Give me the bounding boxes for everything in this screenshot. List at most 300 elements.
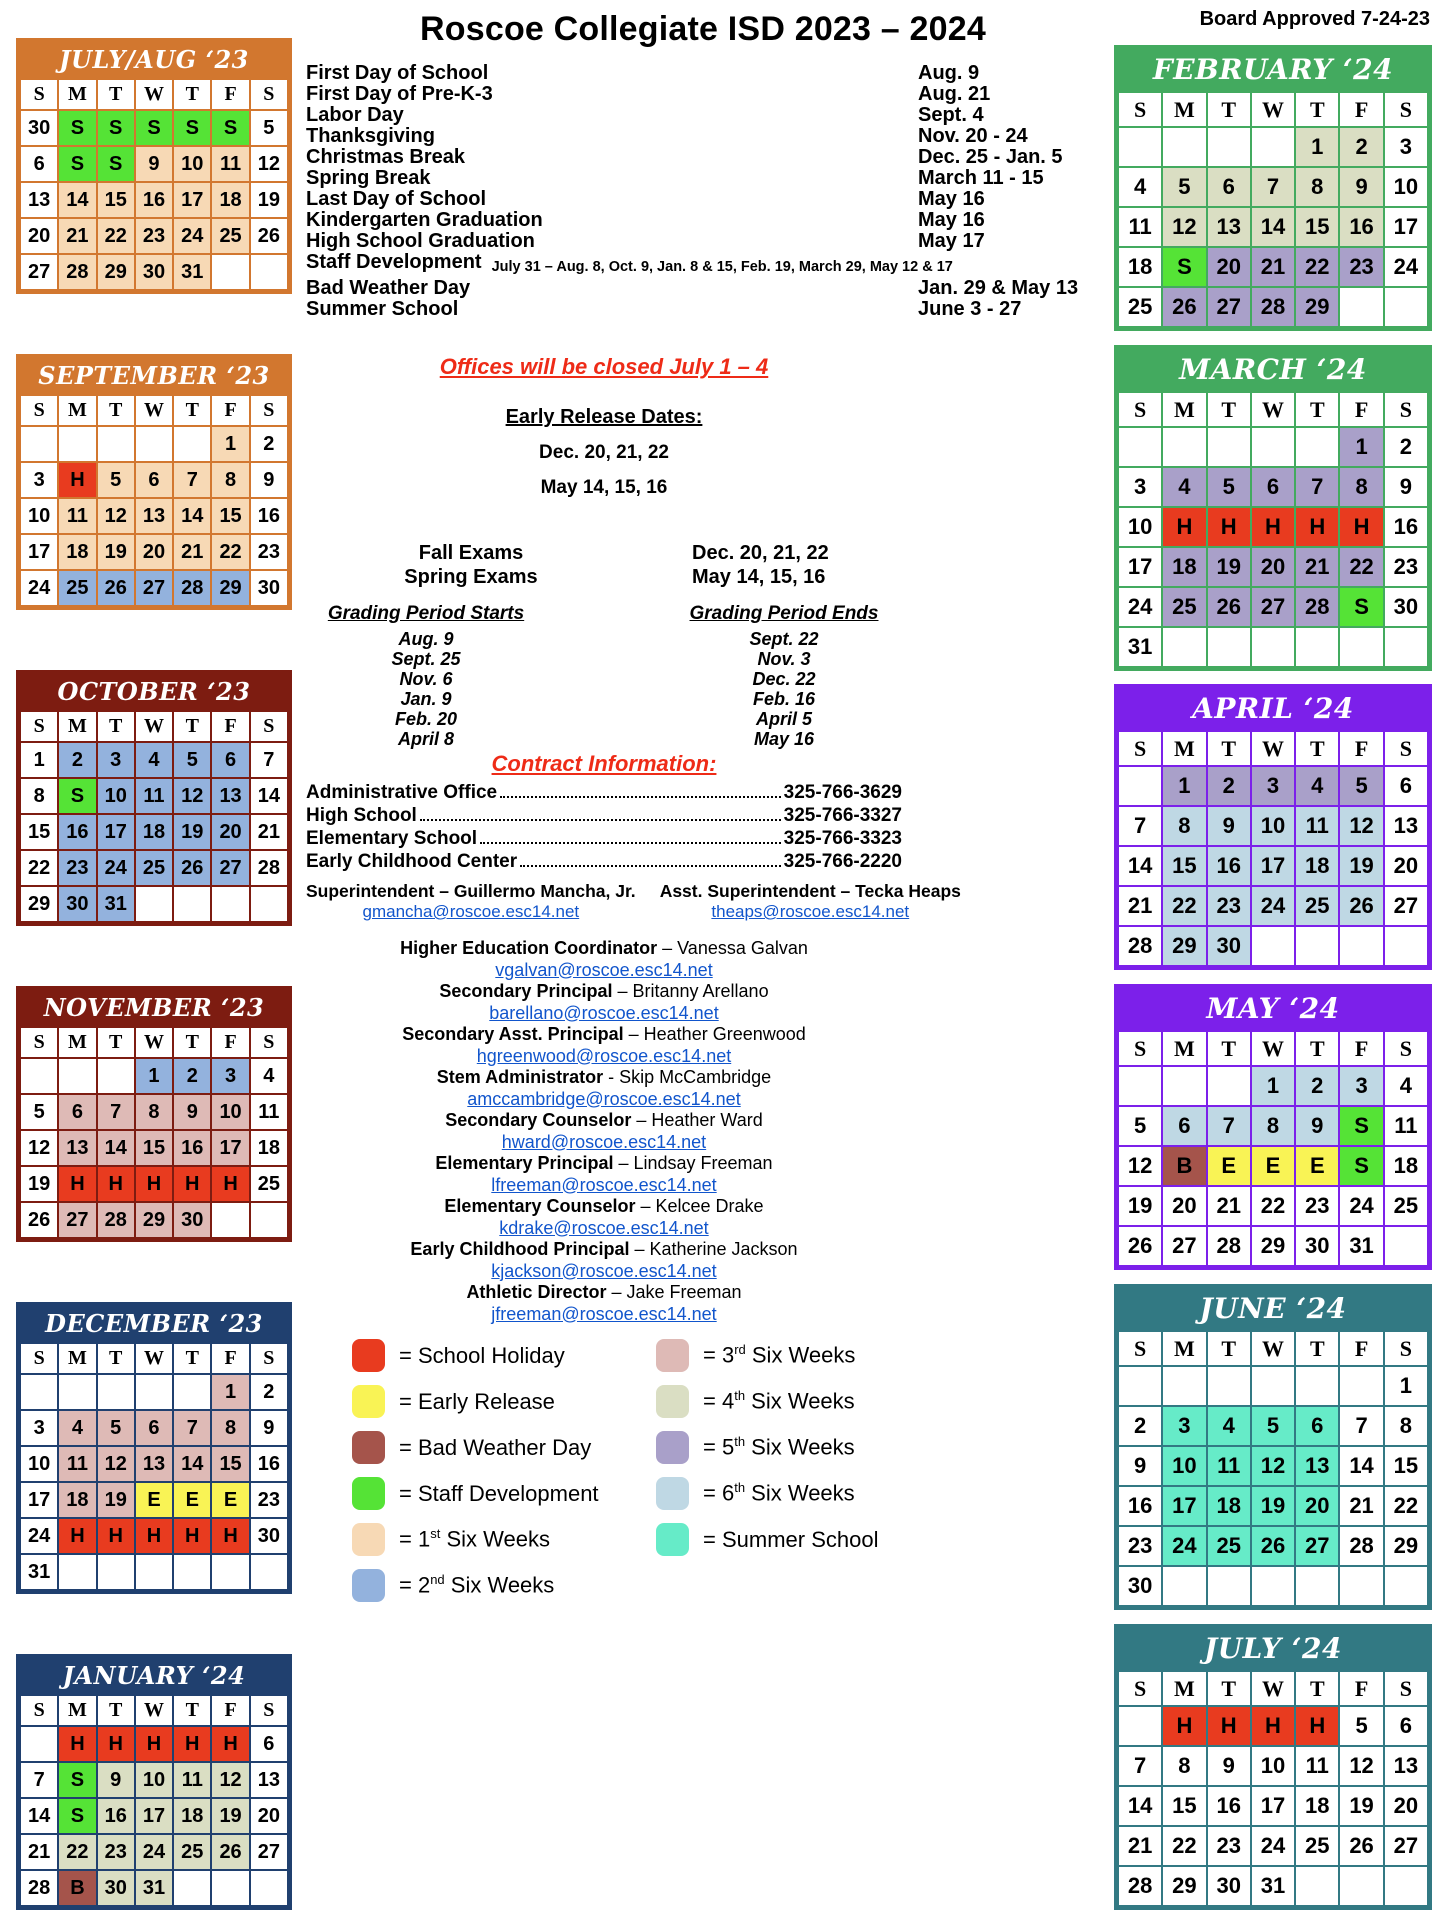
day-cell: 14 — [1119, 1787, 1161, 1825]
weekday-header: M — [59, 1028, 95, 1057]
day-cell: 18 — [1296, 847, 1338, 885]
day-cell — [212, 1555, 248, 1589]
contact-label: High School — [306, 805, 417, 826]
day-cell: 24 — [1340, 1187, 1382, 1225]
day-cell — [59, 1375, 95, 1409]
day-cell: 26 — [1340, 887, 1382, 925]
contact-phone-row — [306, 850, 902, 873]
day-cell: 6 — [1385, 1707, 1427, 1745]
day-cell — [1340, 1367, 1382, 1405]
day-cell — [1385, 628, 1427, 666]
day-cell: 10 — [1163, 1447, 1205, 1485]
legend-item-early-release — [352, 1385, 604, 1418]
weekday-header: T — [1208, 393, 1250, 426]
early-release-block — [306, 406, 902, 499]
legend-label: = Staff Development — [399, 1480, 599, 1506]
day-cell: 13 — [21, 183, 57, 217]
weekday-header: T — [1208, 1032, 1250, 1065]
weekday-header: W — [1252, 93, 1294, 126]
legend-label-pre: = 2 — [399, 1572, 431, 1598]
day-cell: S — [59, 779, 95, 813]
month-calendar-may-24 — [1114, 984, 1432, 1270]
day-cell — [1208, 1567, 1250, 1605]
day-cell: 12 — [174, 779, 210, 813]
staff-email-link[interactable]: vgalvan@roscoe.esc14.net — [495, 959, 713, 980]
day-cell: 25 — [1296, 887, 1338, 925]
weekday-header: S — [251, 1344, 287, 1373]
weekday-header: W — [1252, 1332, 1294, 1365]
grading-ends-column — [546, 603, 902, 749]
day-cell: 19 — [1340, 1787, 1382, 1825]
month-grid — [19, 1026, 289, 1239]
legend-label-pre: = 6 — [703, 1480, 735, 1506]
weekday-header: T — [174, 396, 210, 425]
staff-entry — [306, 1196, 902, 1218]
day-cell: 16 — [1340, 208, 1382, 246]
day-cell: 2 — [1296, 1067, 1338, 1105]
day-cell: 28 — [21, 1871, 57, 1905]
day-cell: 19 — [251, 183, 287, 217]
day-cell: E — [174, 1483, 210, 1517]
day-cell: 14 — [174, 1447, 210, 1481]
day-cell: 25 — [1163, 588, 1205, 626]
day-cell: 20 — [21, 219, 57, 253]
grading-starts-column — [306, 603, 546, 749]
day-cell: 19 — [1119, 1187, 1161, 1225]
day-cell: 26 — [1208, 588, 1250, 626]
staff-email-link[interactable]: hgreenwood@roscoe.esc14.net — [476, 1045, 732, 1066]
grading-date: May 16 — [753, 729, 815, 749]
weekday-header: M — [1163, 1332, 1205, 1365]
day-cell — [1163, 628, 1205, 666]
day-cell: H — [1340, 508, 1382, 546]
exam-label: Spring Exams — [404, 566, 538, 588]
day-cell: B — [59, 1871, 95, 1905]
day-cell: 17 — [98, 815, 134, 849]
day-cell: 18 — [1385, 1147, 1427, 1185]
day-cell: 13 — [1296, 1447, 1338, 1485]
day-cell: H — [98, 1727, 134, 1761]
staff-name: Skip McCambridge — [619, 1067, 772, 1087]
day-cell: 2 — [59, 743, 95, 777]
legend-item — [656, 1385, 902, 1418]
key-dates-list — [306, 63, 1100, 320]
day-cell: 11 — [136, 779, 172, 813]
legend-left-column — [306, 1339, 604, 1615]
day-cell: 28 — [1296, 588, 1338, 626]
separator: – — [606, 1282, 627, 1302]
day-cell — [1385, 288, 1427, 326]
weekday-header: T — [98, 712, 134, 741]
day-cell — [1208, 628, 1250, 666]
month-calendar-july-24 — [1114, 1624, 1432, 1910]
day-cell: 25 — [59, 571, 95, 605]
day-cell: 1 — [212, 427, 248, 461]
legend-swatch — [352, 1477, 385, 1510]
contact-label: Elementary School — [306, 828, 478, 849]
day-cell: 27 — [1208, 288, 1250, 326]
day-cell: 6 — [1163, 1107, 1205, 1145]
day-cell — [1119, 428, 1161, 466]
weekday-header: W — [136, 396, 172, 425]
day-cell: 1 — [212, 1375, 248, 1409]
day-cell — [1385, 927, 1427, 965]
legend-label-post: Six Weeks — [745, 1434, 855, 1460]
day-cell: 24 — [21, 571, 57, 605]
day-cell — [1119, 1067, 1161, 1105]
day-cell: 12 — [251, 147, 287, 181]
contact-phone-number: 325-766-3323 — [783, 828, 902, 849]
weekday-header: F — [212, 80, 248, 109]
month-calendar-july-aug-23 — [16, 38, 292, 294]
weekday-header: W — [1252, 1032, 1294, 1065]
day-cell: 3 — [1340, 1067, 1382, 1105]
day-cell: 4 — [59, 1411, 95, 1445]
day-cell: 19 — [212, 1799, 248, 1833]
day-cell: 11 — [1385, 1107, 1427, 1145]
day-cell: 14 — [174, 499, 210, 533]
key-date-label: First Day of School — [306, 62, 489, 84]
day-cell: 6 — [251, 1727, 287, 1761]
day-cell: 21 — [21, 1835, 57, 1869]
day-cell: H — [1296, 508, 1338, 546]
day-cell: 30 — [1208, 927, 1250, 965]
day-cell: 10 — [1252, 807, 1294, 845]
day-cell: 19 — [1252, 1487, 1294, 1525]
month-title: OCTOBER ‘23 — [19, 673, 289, 710]
day-cell: 22 — [1296, 248, 1338, 286]
day-cell: H — [1163, 508, 1205, 546]
key-date-value: May 17 — [918, 230, 985, 252]
weekday-header: T — [98, 1696, 134, 1725]
day-cell: 14 — [251, 779, 287, 813]
day-cell: S — [59, 1799, 95, 1833]
day-cell: B — [1163, 1147, 1205, 1185]
day-cell: 6 — [21, 147, 57, 181]
day-cell: 14 — [98, 1131, 134, 1165]
day-cell: S — [136, 111, 172, 145]
dotted-leader — [480, 842, 781, 844]
day-cell — [1296, 628, 1338, 666]
day-cell: E — [212, 1483, 248, 1517]
day-cell: 24 — [1163, 1527, 1205, 1565]
day-cell: 13 — [1385, 807, 1427, 845]
legend-item-school-holiday — [352, 1339, 604, 1372]
staff-role: Elementary Counselor — [444, 1196, 636, 1216]
day-cell: 18 — [59, 535, 95, 569]
staff-email-row — [306, 1132, 902, 1154]
day-cell: 13 — [1385, 1747, 1427, 1785]
key-date-value: June 3 - 27 — [918, 298, 1022, 320]
weekday-header: S — [251, 1028, 287, 1057]
month-grid — [1117, 391, 1429, 668]
day-cell: 7 — [21, 1763, 57, 1797]
month-grid — [19, 394, 289, 607]
day-cell — [174, 1555, 210, 1589]
day-cell: 7 — [1208, 1107, 1250, 1145]
day-cell: 7 — [1119, 807, 1161, 845]
day-cell: 7 — [174, 1411, 210, 1445]
contact-phone-row — [306, 781, 902, 804]
day-cell: 26 — [98, 571, 134, 605]
day-cell: 10 — [1119, 508, 1161, 546]
staff-entry — [306, 1282, 902, 1304]
key-date-value: Sept. 4 — [918, 104, 984, 126]
staff-name: Kelcee Drake — [655, 1196, 764, 1216]
month-title: APRIL ‘24 — [1117, 687, 1429, 730]
day-cell: 15 — [1163, 1787, 1205, 1825]
grading-ends-heading: Grading Period Ends — [689, 603, 879, 624]
day-cell: 7 — [98, 1095, 134, 1129]
staff-email-link[interactable]: lfreeman@roscoe.esc14.net — [491, 1174, 717, 1195]
staff-email-link[interactable]: hward@roscoe.esc14.net — [501, 1131, 707, 1152]
staff-email-link[interactable]: barellano@roscoe.esc14.net — [489, 1002, 719, 1023]
staff-role: Higher Education Coordinator — [400, 938, 658, 958]
staff-role: Secondary Asst. Principal — [402, 1024, 624, 1044]
day-cell: 31 — [1119, 628, 1161, 666]
day-cell: 7 — [1252, 168, 1294, 206]
weekday-header: W — [1252, 393, 1294, 426]
day-cell — [1296, 1867, 1338, 1905]
day-cell — [1208, 1067, 1250, 1105]
day-cell — [1119, 767, 1161, 805]
administration-block — [306, 881, 961, 922]
day-cell: 20 — [136, 535, 172, 569]
separator: – — [635, 1196, 656, 1216]
day-cell: 9 — [1296, 1107, 1338, 1145]
day-cell: 4 — [1208, 1407, 1250, 1445]
day-cell: 14 — [1252, 208, 1294, 246]
day-cell — [1340, 1567, 1382, 1605]
color-legend — [306, 1339, 902, 1615]
day-cell: 6 — [1208, 168, 1250, 206]
day-cell: 19 — [21, 1167, 57, 1201]
day-cell: S — [59, 1763, 95, 1797]
weekday-header: T — [98, 396, 134, 425]
weekday-header: W — [136, 1696, 172, 1725]
day-cell — [1385, 1227, 1427, 1265]
staff-email-link[interactable]: kjackson@roscoe.esc14.net — [491, 1260, 717, 1281]
role-label: Superintendent — [306, 881, 435, 901]
day-cell: 6 — [1252, 468, 1294, 506]
day-cell: 31 — [1340, 1227, 1382, 1265]
center-inner — [306, 354, 961, 1615]
day-cell: H — [98, 1519, 134, 1553]
staff-role: Secondary Principal — [439, 981, 613, 1001]
offices-closed-notice: Offices will be closed July 1 – 4 — [439, 354, 769, 379]
legend-swatch — [656, 1477, 689, 1510]
grading-date: Feb. 20 — [394, 709, 458, 729]
weekday-header: S — [1385, 393, 1427, 426]
day-cell: 20 — [251, 1799, 287, 1833]
day-cell: 16 — [136, 183, 172, 217]
day-cell: S — [1163, 248, 1205, 286]
day-cell: 29 — [21, 887, 57, 921]
month-grid — [1117, 730, 1429, 967]
day-cell — [1163, 1367, 1205, 1405]
day-cell: 16 — [251, 499, 287, 533]
day-cell — [1296, 1567, 1338, 1605]
day-cell: 23 — [1340, 248, 1382, 286]
day-cell: 22 — [1340, 548, 1382, 586]
grading-date: Jan. 9 — [400, 689, 452, 709]
weekday-header: S — [21, 1028, 57, 1057]
day-cell: H — [136, 1727, 172, 1761]
weekday-header: S — [1119, 732, 1161, 765]
day-cell: 21 — [1119, 1827, 1161, 1865]
legend-swatch — [352, 1339, 385, 1372]
day-cell: 14 — [21, 1799, 57, 1833]
day-cell: 26 — [251, 219, 287, 253]
day-cell: 28 — [251, 851, 287, 885]
day-cell: S — [98, 111, 134, 145]
day-cell: 23 — [1208, 887, 1250, 925]
asst-superintendent-email-link[interactable]: theaps@roscoe.esc14.net — [711, 902, 910, 921]
day-cell: 13 — [136, 499, 172, 533]
day-cell: H — [212, 1519, 248, 1553]
separator: – — [835, 881, 856, 901]
day-cell: 2 — [174, 1059, 210, 1093]
day-cell: S — [59, 147, 95, 181]
day-cell: 16 — [1119, 1487, 1161, 1525]
day-cell: 29 — [1385, 1527, 1427, 1565]
day-cell: 14 — [59, 183, 95, 217]
weekday-header: F — [1340, 1332, 1382, 1365]
day-cell: 4 — [136, 743, 172, 777]
legend-swatch — [352, 1385, 385, 1418]
weekday-header: T — [98, 80, 134, 109]
early-release-date: Dec. 20, 21, 22 — [539, 442, 669, 463]
key-date-value: May 16 — [918, 188, 985, 210]
day-cell: 2 — [1119, 1407, 1161, 1445]
day-cell: 5 — [1340, 767, 1382, 805]
day-cell: 1 — [136, 1059, 172, 1093]
day-cell: 19 — [174, 815, 210, 849]
legend-item-summer-school — [656, 1523, 902, 1556]
day-cell: 4 — [1296, 767, 1338, 805]
grading-starts-heading: Grading Period Starts — [327, 603, 525, 624]
day-cell: 25 — [136, 851, 172, 885]
ordinal-suffix: rd — [734, 1342, 746, 1358]
day-cell — [21, 1375, 57, 1409]
contact-phone-row — [306, 804, 902, 827]
day-cell — [1208, 128, 1250, 166]
day-cell: 23 — [59, 851, 95, 885]
weekday-header: F — [212, 1696, 248, 1725]
weekday-header: W — [136, 1028, 172, 1057]
month-calendar-december-23 — [16, 1302, 292, 1594]
month-title: JUNE ‘24 — [1117, 1287, 1429, 1330]
superintendent-email-link[interactable]: gmancha@roscoe.esc14.net — [362, 902, 580, 921]
weekday-header: T — [1208, 1332, 1250, 1365]
person-name: Guillermo Mancha, Jr. — [453, 881, 636, 901]
day-cell: 30 — [21, 111, 57, 145]
day-cell: 24 — [174, 219, 210, 253]
day-cell: 25 — [1385, 1187, 1427, 1225]
day-cell: 19 — [98, 535, 134, 569]
day-cell: 27 — [212, 851, 248, 885]
day-cell: 19 — [98, 1483, 134, 1517]
day-cell: 1 — [1385, 1367, 1427, 1405]
grading-date: Feb. 16 — [752, 689, 816, 709]
day-cell: 24 — [1252, 1827, 1294, 1865]
day-cell: 11 — [1296, 807, 1338, 845]
day-cell: 9 — [1119, 1447, 1161, 1485]
legend-label-pre: = 5 — [703, 1434, 735, 1460]
day-cell: 2 — [251, 1375, 287, 1409]
day-cell — [251, 1203, 287, 1237]
day-cell: 15 — [212, 1447, 248, 1481]
month-title: JULY/AUG ‘23 — [19, 41, 289, 78]
day-cell: 5 — [1163, 168, 1205, 206]
day-cell — [136, 887, 172, 921]
staff-email-link[interactable]: jfreeman@roscoe.esc14.net — [491, 1303, 717, 1324]
month-calendar-february-24 — [1114, 45, 1432, 331]
grading-date: Sept. 22 — [749, 629, 819, 649]
day-cell: 1 — [1163, 767, 1205, 805]
day-cell: 18 — [212, 183, 248, 217]
weekday-header: M — [59, 80, 95, 109]
day-cell: 11 — [212, 147, 248, 181]
day-cell: 7 — [251, 743, 287, 777]
day-cell: 5 — [21, 1095, 57, 1129]
legend-label-post: Six Weeks — [745, 1342, 856, 1368]
day-cell: 16 — [1385, 508, 1427, 546]
day-cell: 3 — [21, 1411, 57, 1445]
day-cell: 10 — [98, 779, 134, 813]
staff-email-link[interactable]: amccambridge@roscoe.esc14.net — [467, 1088, 741, 1109]
key-date-value: March 11 - 15 — [918, 167, 1044, 189]
right-calendar-column — [1114, 6, 1432, 1910]
day-cell: 16 — [1208, 1787, 1250, 1825]
staff-email-link[interactable]: kdrake@roscoe.esc14.net — [499, 1217, 709, 1238]
superintendent-block — [306, 881, 636, 922]
day-cell: 29 — [136, 1203, 172, 1237]
weekday-header: M — [1163, 1672, 1205, 1705]
dotted-leader — [500, 796, 781, 798]
day-cell — [1296, 927, 1338, 965]
day-cell: 21 — [1340, 1487, 1382, 1525]
day-cell: 21 — [1252, 248, 1294, 286]
legend-item-staff-development — [352, 1477, 604, 1510]
day-cell: 21 — [59, 219, 95, 253]
day-cell: 13 — [1208, 208, 1250, 246]
grading-date: Nov. 3 — [757, 649, 811, 669]
month-title: DECEMBER ‘23 — [19, 1305, 289, 1342]
day-cell: 4 — [251, 1059, 287, 1093]
day-cell: 3 — [98, 743, 134, 777]
day-cell: 6 — [1385, 767, 1427, 805]
day-cell: 25 — [1208, 1527, 1250, 1565]
weekday-header: T — [1208, 93, 1250, 126]
day-cell: 20 — [1385, 1787, 1427, 1825]
legend-swatch — [656, 1523, 689, 1556]
day-cell: 9 — [174, 1095, 210, 1129]
day-cell: 21 — [1296, 548, 1338, 586]
day-cell: 9 — [1340, 168, 1382, 206]
day-cell: 9 — [251, 463, 287, 497]
day-cell: 23 — [136, 219, 172, 253]
day-cell: 10 — [136, 1763, 172, 1797]
day-cell: 20 — [212, 815, 248, 849]
day-cell — [1163, 128, 1205, 166]
day-cell: 30 — [1385, 588, 1427, 626]
day-cell: 29 — [1252, 1227, 1294, 1265]
weekday-header: S — [1119, 93, 1161, 126]
contact-label: Early Childhood Center — [306, 851, 518, 872]
legend-item — [656, 1431, 902, 1464]
day-cell: 28 — [1252, 288, 1294, 326]
